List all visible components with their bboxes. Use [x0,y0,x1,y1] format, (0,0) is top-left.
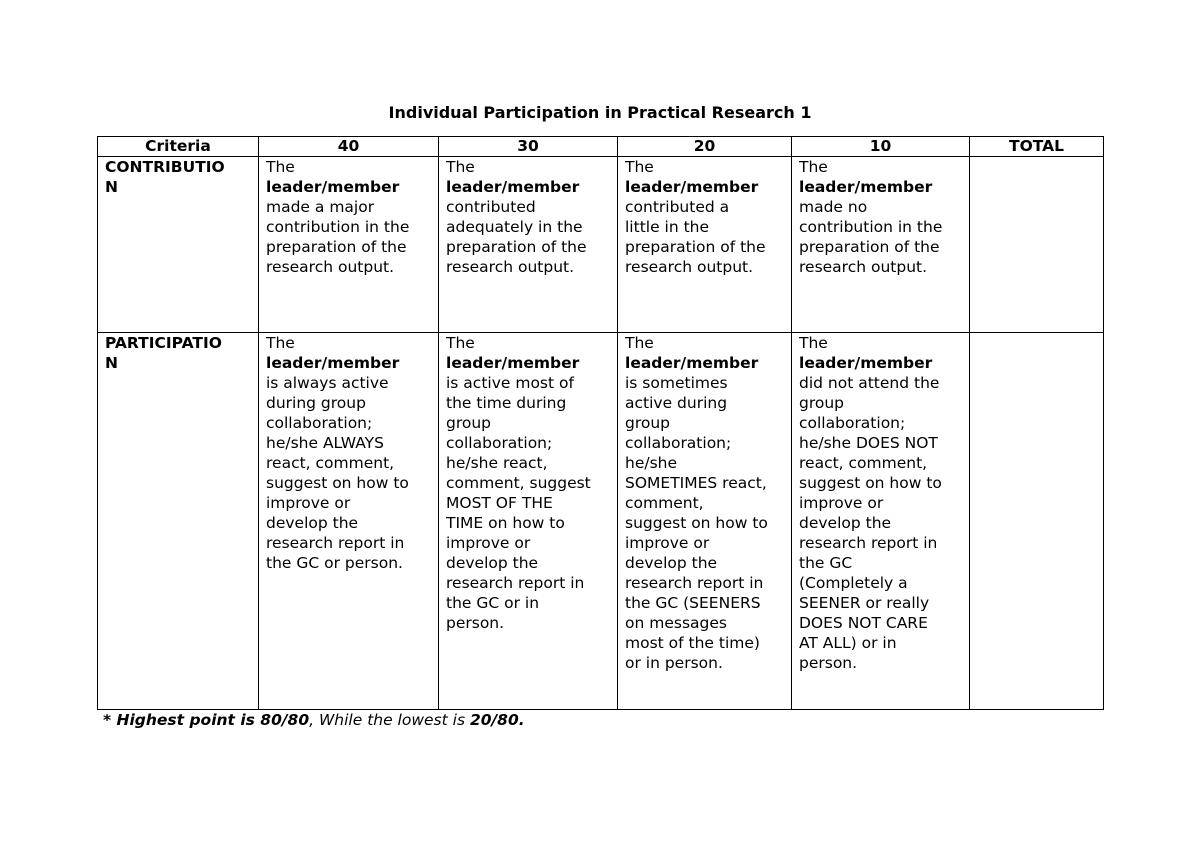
cell-role: leader/member [799,354,933,372]
cell-role: leader/member [625,178,759,196]
participation-30-cell [439,333,618,710]
cell-role: leader/member [266,178,400,196]
header-criteria: Criteria [98,137,259,157]
cell-lead: The [625,334,654,352]
cell-lead: The [799,334,828,352]
cell-role: leader/member [446,178,580,196]
note-suffix: . [518,711,525,729]
cell-lead: The [266,158,295,176]
cell-description: made no contribution in the preparation of the research output. [799,198,943,276]
header-score-20: 20 [618,137,792,157]
rubric-table [97,136,1104,710]
contribution-20-cell [618,157,792,333]
cell-lead: The [446,334,475,352]
header-score-10: 10 [792,137,970,157]
participation-10-cell [792,333,970,710]
participation-total-cell [970,333,1104,710]
note-highest: 80/80 [260,711,310,729]
note-prefix: * Highest point is [103,711,261,729]
cell-description: is sometimes active during group collaboration; he/she SOMETIMES react, comment, suggest on how to improve or develop the research report in the GC (SEENERS on messages most of the time) or in person. [625,374,768,672]
cell-description: contributed a little in the preparation of the research output. [625,198,766,276]
criteria-contribution: CONTRIBUTIO N [98,157,259,333]
criteria-participation: PARTICIPATIO N [98,333,259,710]
table-row-contribution [98,157,1104,333]
note-middle: , While the lowest is [309,711,470,729]
contribution-40-cell [259,157,439,333]
cell-description: is active most of the time during group collaboration; he/she react, comment, suggest MOST OF THE TIME on how to improve or develop the research report in the GC or in person. [446,374,591,632]
cell-role: leader/member [799,178,933,196]
cell-lead: The [799,158,828,176]
cell-description: made a major contribution in the preparation of the research output. [266,198,410,276]
cell-role: leader/member [625,354,759,372]
cell-description: did not attend the group collaboration; he/she DOES NOT react, comment, suggest on how to improve or develop the research report in the GC (Completely a SEENER or really DOES NOT CARE AT ALL) or in person. [799,374,942,672]
cell-lead: The [266,334,295,352]
cell-description: contributed adequately in the preparation of the research output. [446,198,587,276]
header-row [98,137,1104,157]
table-row-participation [98,333,1104,710]
header-score-30: 30 [439,137,618,157]
contribution-10-cell [792,157,970,333]
cell-lead: The [446,158,475,176]
contribution-total-cell [970,157,1104,333]
note-lowest: 20/80 [469,711,519,729]
cell-lead: The [625,158,654,176]
participation-20-cell [618,333,792,710]
header-score-40: 40 [259,137,439,157]
scoring-note [103,710,525,730]
cell-description: is always active during group collaboration; he/she ALWAYS react, comment, suggest on how to improve or develop the research report in the GC or person. [266,374,409,572]
header-total: TOTAL [970,137,1104,157]
participation-40-cell [259,333,439,710]
cell-role: leader/member [446,354,580,372]
cell-role: leader/member [266,354,400,372]
contribution-30-cell [439,157,618,333]
document-title: Individual Participation in Practical Research 1 [388,103,812,122]
